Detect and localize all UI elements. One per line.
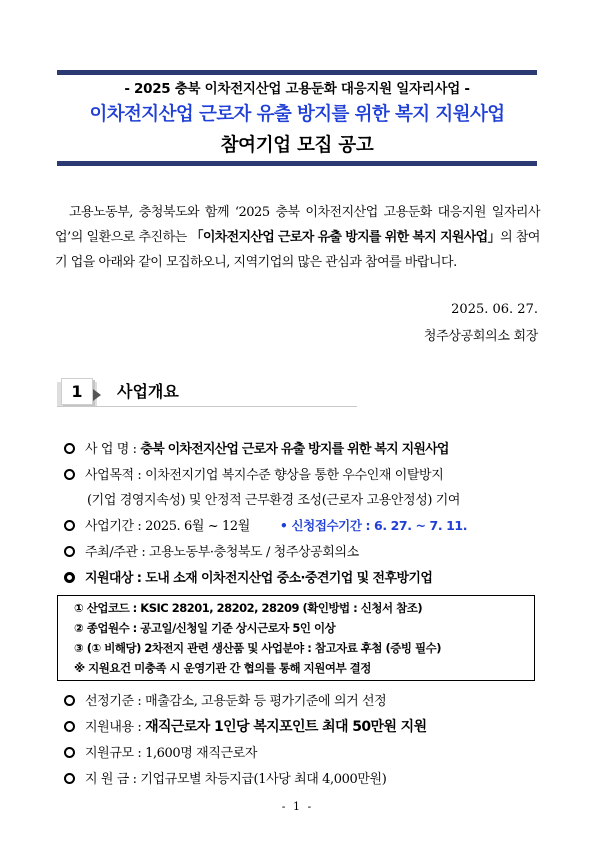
item-host-text: 주최/주관 : 고용노동부·충청북도 / 청주상공회의소	[85, 545, 359, 560]
hollow-circle-icon	[64, 520, 75, 531]
intro-paragraph	[55, 200, 540, 275]
item-target	[64, 567, 432, 586]
section-number: 1	[61, 378, 93, 405]
hollow-circle-icon	[64, 747, 75, 758]
item-period	[64, 515, 467, 534]
hollow-circle-icon	[64, 572, 75, 583]
item-name-label: 사 업 명 :	[85, 442, 141, 457]
hollow-circle-icon	[64, 773, 75, 784]
hollow-circle-icon	[64, 695, 75, 706]
item-content-label: 지원내용 :	[85, 720, 146, 735]
item-name-value: 충북 이차전지산업 근로자 유출 방지를 위한 복지 지원사업	[140, 442, 449, 457]
condition-row-4: ※ 지원요건 미충족 시 운영기관 간 협의를 통해 지원여부 결정	[74, 661, 371, 675]
item-name	[64, 438, 449, 457]
notice-signer: 청주상공회의소 회장	[423, 329, 538, 344]
item-purpose	[64, 464, 443, 483]
item-content	[64, 716, 427, 736]
hollow-circle-icon	[64, 469, 75, 480]
page-number: - 1 -	[281, 800, 314, 813]
page-subtitle: 참여기업 모집 공고	[220, 135, 374, 156]
hollow-circle-icon	[64, 443, 75, 454]
item-criteria	[64, 690, 386, 709]
item-criteria-text: 선정기준 : 매출감소, 고용둔화 등 평가기준에 의거 선정	[85, 694, 387, 709]
header-subtitle: - 2025 충북 이차전지산업 고용둔화 대응지원 일자리사업 -	[124, 81, 470, 97]
item-period-apply: • 신청접수기간 : 6. 27. ~ 7. 11.	[279, 518, 468, 533]
header-top-rule	[57, 70, 537, 75]
intro-text-1: 고용노동부, 충청북도와 함께 ‘2025 충북 이차전지산업 고용둔화 대응지원 일자리사업’의 일환으로 추진하는	[55, 205, 540, 245]
item-scale-text: 지원규모 : 1,600명 재직근로자	[85, 746, 257, 761]
section-underline	[57, 406, 357, 407]
intro-highlight: 「이차전지산업 근로자 유출 방지를 위한 복지 지원사업」	[190, 230, 501, 245]
condition-row-2: ② 종업원수 : 공고일/신청일 기준 상시근로자 5인 이상	[74, 621, 336, 635]
item-purpose-line1: 사업목적 : 이차전지기업 복지수준 향상을 통한 우수인재 이탈방지	[85, 468, 444, 483]
header-bottom-rule	[57, 161, 537, 166]
item-period-label: 사업기간 : 2025. 6월 ~ 12월	[85, 519, 250, 534]
notice-date: 2025. 06. 27.	[451, 302, 538, 317]
conditions-box	[57, 595, 535, 681]
section-title: 사업개요	[117, 382, 179, 401]
section-heading	[57, 375, 357, 405]
item-scale	[64, 742, 257, 761]
triangle-marker-icon	[93, 389, 101, 401]
page-title: 이차전지산업 근로자 유출 방지를 위한 복지 지원사업	[89, 104, 505, 125]
item-target-text: 지원대상 : 도내 소재 이차전지산업 중소·중견기업 및 전후방기업	[85, 571, 433, 586]
item-fund-text: 지 원 금 : 기업규모별 차등지급(1사당 최대 4,000만원)	[85, 772, 387, 787]
hollow-circle-icon	[64, 546, 75, 557]
item-fund	[64, 768, 386, 787]
intro-text-2: 의 참여기 업을 아래와 같이 모집하오니, 지역기업의 많은 관심과 참여를 바랍니다.	[55, 230, 540, 270]
hollow-circle-icon	[64, 721, 75, 732]
item-purpose-cont: (기업 경영지속성) 및 안정적 근무환경 조성(근로자 고용안정성) 기여	[87, 493, 461, 508]
condition-row-3: ③ (① 비해당) 2차전지 관련 생산품 및 사업분야 : 참고자료 후첨 (증빙 필수)	[74, 641, 441, 655]
condition-row-1: ① 산업코드 : KSIC 28201, 28202, 28209 (확인방법 : 신청서 참조)	[74, 601, 423, 615]
item-content-value: 재직근로자 1인당 복지포인트 최대 50만원 지원	[145, 719, 427, 735]
item-host	[64, 541, 359, 560]
